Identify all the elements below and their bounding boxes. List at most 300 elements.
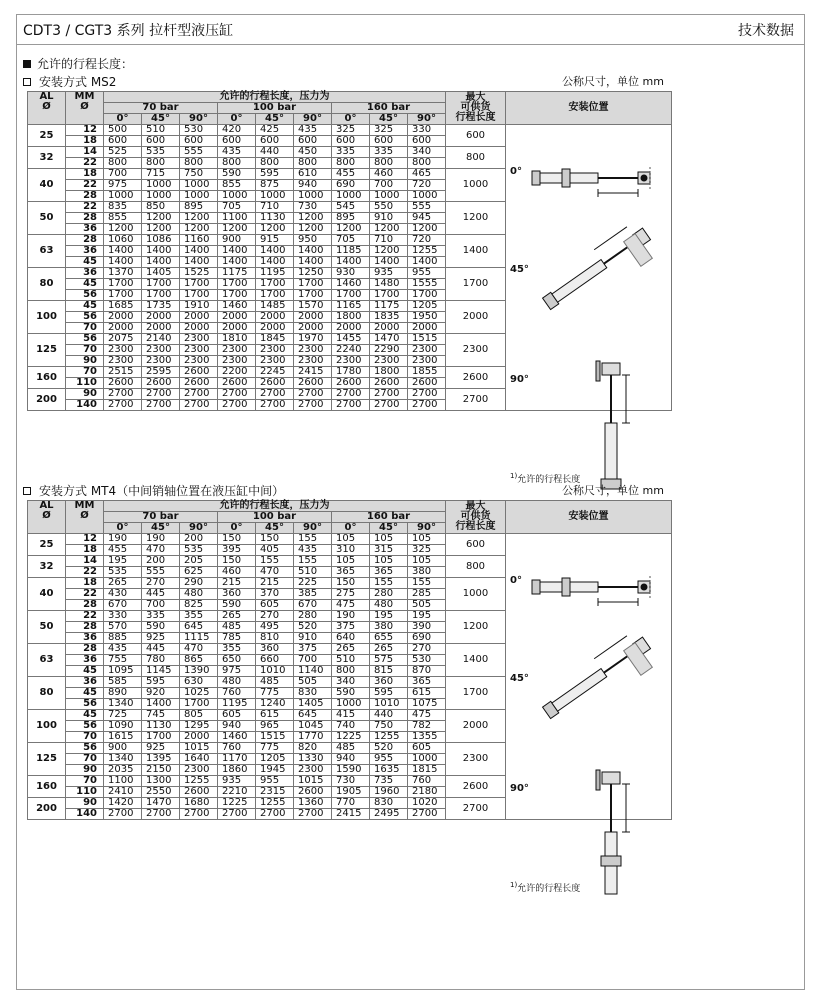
- pressure-header: 160 bar: [332, 103, 446, 114]
- angle-header: 90°: [294, 523, 332, 534]
- stroke-value-cell: 670: [104, 600, 142, 611]
- stroke-value-cell: 2550: [142, 787, 180, 798]
- stroke-value-cell: 435: [294, 545, 332, 556]
- page-category: 技术数据: [738, 22, 794, 39]
- stroke-value-cell: 1200: [408, 224, 446, 235]
- stroke-value-cell: 1770: [294, 732, 332, 743]
- stroke-value-cell: 760: [218, 743, 256, 754]
- stroke-value-cell: 2515: [104, 367, 142, 378]
- stroke-value-cell: 1000: [332, 699, 370, 710]
- stroke-value-cell: 2700: [294, 400, 332, 411]
- stroke-value-cell: 390: [408, 622, 446, 633]
- stroke-value-cell: 835: [104, 202, 142, 213]
- stroke-value-cell: 1400: [408, 257, 446, 268]
- stroke-value-cell: 1400: [294, 246, 332, 257]
- stroke-value-cell: 285: [408, 589, 446, 600]
- stroke-value-cell: 1515: [256, 732, 294, 743]
- mm-cell: 28: [66, 644, 104, 655]
- max-stroke-cell: 800: [446, 147, 506, 169]
- stroke-value-cell: 405: [256, 545, 294, 556]
- stroke-value-cell: 190: [142, 534, 180, 545]
- angle-header: 45°: [256, 523, 294, 534]
- stroke-value-cell: 520: [370, 743, 408, 754]
- stroke-value-cell: 935: [370, 268, 408, 279]
- stroke-value-cell: 850: [142, 202, 180, 213]
- stroke-value-cell: 225: [294, 578, 332, 589]
- stroke-value-cell: 1400: [180, 246, 218, 257]
- position-angle-label: 45°: [510, 673, 529, 684]
- stroke-value-cell: 645: [294, 710, 332, 721]
- stroke-value-cell: 2300: [218, 345, 256, 356]
- stroke-value-cell: 2700: [180, 809, 218, 820]
- stroke-value-cell: 2210: [218, 787, 256, 798]
- stroke-value-cell: 600: [218, 136, 256, 147]
- stroke-value-cell: 700: [104, 169, 142, 180]
- stroke-value-cell: 1115: [180, 633, 218, 644]
- stroke-value-cell: 465: [408, 169, 446, 180]
- unit-note-mt4: 公称尺寸，单位 mm: [562, 484, 664, 497]
- stroke-value-cell: 1700: [104, 279, 142, 290]
- stroke-value-cell: 485: [256, 677, 294, 688]
- stroke-value-cell: 1515: [408, 334, 446, 345]
- stroke-value-cell: 2600: [180, 367, 218, 378]
- mm-cell: 56: [66, 312, 104, 323]
- max-stroke-header-line: 可供货: [460, 102, 491, 113]
- horizontal-cylinder-drawing: [532, 576, 650, 606]
- stroke-value-cell: 1255: [408, 246, 446, 257]
- stroke-value-cell: 480: [180, 589, 218, 600]
- stroke-value-cell: 955: [370, 754, 408, 765]
- stroke-value-cell: 855: [104, 213, 142, 224]
- al-cell: 63: [28, 235, 66, 268]
- page-header: [17, 15, 804, 45]
- stroke-value-cell: 1860: [218, 765, 256, 776]
- stroke-value-cell: 2000: [408, 323, 446, 334]
- stroke-value-cell: 2700: [332, 400, 370, 411]
- stroke-value-cell: 1086: [142, 235, 180, 246]
- stroke-value-cell: 2595: [142, 367, 180, 378]
- max-stroke-header: [446, 501, 506, 534]
- al-cell: 63: [28, 644, 66, 677]
- stroke-value-cell: 830: [294, 688, 332, 699]
- stroke-value-cell: 1145: [142, 666, 180, 677]
- stroke-value-cell: 265: [218, 611, 256, 622]
- stroke-value-cell: 1400: [142, 699, 180, 710]
- stroke-value-cell: 475: [332, 600, 370, 611]
- position-angle-label: 0°: [510, 166, 522, 177]
- stroke-value-cell: 2035: [104, 765, 142, 776]
- max-stroke-header: [446, 92, 506, 125]
- stroke-value-cell: 585: [104, 677, 142, 688]
- angle-header: 90°: [180, 523, 218, 534]
- page-title: CDT3 / CGT3 系列 拉杆型液压缸: [23, 22, 234, 39]
- stroke-value-cell: 1360: [294, 798, 332, 809]
- stroke-value-cell: 575: [370, 655, 408, 666]
- stroke-value-cell: 455: [332, 169, 370, 180]
- stroke-value-cell: 1780: [332, 367, 370, 378]
- stroke-value-cell: 1200: [370, 224, 408, 235]
- stroke-value-cell: 1025: [180, 688, 218, 699]
- mm-cell: 110: [66, 378, 104, 389]
- mm-cell: 22: [66, 567, 104, 578]
- al-diameter-symbol: Ø: [42, 510, 51, 521]
- stroke-value-cell: 895: [180, 202, 218, 213]
- mm-cell: 45: [66, 279, 104, 290]
- stroke-value-cell: 1460: [218, 301, 256, 312]
- stroke-value-cell: 375: [294, 644, 332, 655]
- angle-header: 0°: [104, 523, 142, 534]
- stroke-value-cell: 1700: [104, 290, 142, 301]
- stroke-value-cell: 1700: [180, 699, 218, 710]
- mm-cell: 12: [66, 534, 104, 545]
- stroke-value-cell: 440: [370, 710, 408, 721]
- stroke-value-cell: 2700: [104, 389, 142, 400]
- stroke-value-cell: 520: [294, 622, 332, 633]
- stroke-value-cell: 535: [142, 147, 180, 158]
- stroke-value-cell: 890: [104, 688, 142, 699]
- mm-cell: 70: [66, 323, 104, 334]
- mm-cell: 45: [66, 710, 104, 721]
- position-angle-label: 90°: [510, 783, 529, 794]
- stroke-value-cell: 1010: [256, 666, 294, 677]
- stroke-value-cell: 280: [294, 611, 332, 622]
- stroke-value-cell: 2180: [408, 787, 446, 798]
- stroke-value-cell: 325: [408, 545, 446, 556]
- position-angle-label: 0°: [510, 575, 522, 586]
- stroke-value-cell: 150: [218, 534, 256, 545]
- stroke-value-cell: 1700: [142, 290, 180, 301]
- max-stroke-header-line: 最大: [465, 501, 486, 512]
- stroke-value-cell: 535: [180, 545, 218, 556]
- stroke-value-cell: 1400: [104, 246, 142, 257]
- stroke-value-cell: 735: [370, 776, 408, 787]
- stroke-value-cell: 1000: [180, 191, 218, 202]
- stroke-value-cell: 2700: [256, 400, 294, 411]
- stroke-value-cell: 1420: [104, 798, 142, 809]
- stroke-value-cell: 1400: [218, 257, 256, 268]
- stroke-value-cell: 600: [180, 136, 218, 147]
- stroke-value-cell: 1340: [104, 699, 142, 710]
- stroke-value-cell: 605: [408, 743, 446, 754]
- footnote-mark: 1): [510, 472, 518, 480]
- stroke-value-cell: 670: [294, 600, 332, 611]
- stroke-value-cell: 510: [332, 655, 370, 666]
- stroke-value-cell: 825: [180, 600, 218, 611]
- stroke-value-cell: 105: [408, 534, 446, 545]
- stroke-value-cell: 2000: [294, 323, 332, 334]
- stroke-value-cell: 720: [408, 235, 446, 246]
- stroke-value-cell: 1700: [370, 290, 408, 301]
- mm-cell: 45: [66, 301, 104, 312]
- open-square-icon: [23, 78, 31, 86]
- mm-cell: 56: [66, 699, 104, 710]
- stroke-value-cell: 1200: [142, 224, 180, 235]
- stroke-value-cell: 940: [332, 754, 370, 765]
- stroke-value-cell: 950: [294, 235, 332, 246]
- stroke-value-cell: 2700: [332, 389, 370, 400]
- stroke-value-cell: 730: [332, 776, 370, 787]
- mm-cell: 56: [66, 334, 104, 345]
- stroke-value-cell: 1195: [256, 268, 294, 279]
- al-cell: 160: [28, 367, 66, 389]
- stroke-value-cell: 1910: [180, 301, 218, 312]
- mm-cell: 90: [66, 765, 104, 776]
- stroke-value-cell: 1000: [408, 191, 446, 202]
- stroke-value-cell: 2700: [370, 400, 408, 411]
- stroke-value-cell: 1905: [332, 787, 370, 798]
- stroke-value-cell: 1570: [294, 301, 332, 312]
- stroke-value-cell: 340: [408, 147, 446, 158]
- al-cell: 160: [28, 776, 66, 798]
- al-header-label: AL: [39, 91, 54, 102]
- stroke-value-cell: 380: [408, 567, 446, 578]
- stroke-value-cell: 2600: [294, 378, 332, 389]
- mm-cell: 18: [66, 169, 104, 180]
- stroke-value-cell: 2300: [104, 356, 142, 367]
- stroke-value-cell: 1200: [142, 213, 180, 224]
- stroke-value-cell: 105: [408, 556, 446, 567]
- stroke-value-cell: 460: [370, 169, 408, 180]
- stroke-value-cell: 600: [370, 136, 408, 147]
- stroke-value-cell: 2700: [218, 389, 256, 400]
- stroke-value-cell: 365: [332, 567, 370, 578]
- stroke-value-cell: 1855: [408, 367, 446, 378]
- al-header: [28, 92, 66, 125]
- stroke-value-cell: 315: [370, 545, 408, 556]
- footnote: [510, 880, 580, 894]
- stroke-value-cell: 1100: [104, 776, 142, 787]
- stroke-value-cell: 1405: [294, 699, 332, 710]
- stroke-value-cell: 1200: [294, 213, 332, 224]
- stroke-value-cell: 2700: [104, 809, 142, 820]
- al-cell: 40: [28, 578, 66, 611]
- max-stroke-cell: 800: [446, 556, 506, 578]
- stroke-value-cell: 105: [332, 534, 370, 545]
- mm-cell: 36: [66, 246, 104, 257]
- stroke-value-cell: 1095: [104, 666, 142, 677]
- stroke-value-cell: 2600: [104, 378, 142, 389]
- mm-cell: 28: [66, 213, 104, 224]
- max-stroke-cell: 600: [446, 534, 506, 556]
- al-cell: 25: [28, 534, 66, 556]
- mm-cell: 28: [66, 235, 104, 246]
- max-stroke-cell: 2700: [446, 798, 506, 820]
- stroke-value-cell: 2600: [218, 378, 256, 389]
- stroke-value-cell: 2600: [370, 378, 408, 389]
- stroke-value-cell: 1400: [256, 257, 294, 268]
- stroke-value-cell: 1225: [332, 732, 370, 743]
- stroke-value-cell: 355: [218, 644, 256, 655]
- angle-header: 90°: [408, 523, 446, 534]
- stroke-value-cell: 1000: [142, 180, 180, 191]
- diagonal-cylinder-drawing: [537, 629, 651, 719]
- stroke-value-cell: 782: [408, 721, 446, 732]
- stroke-value-cell: 435: [218, 147, 256, 158]
- stroke-value-cell: 425: [256, 125, 294, 136]
- stroke-value-cell: 1400: [370, 257, 408, 268]
- stroke-value-cell: 2700: [218, 400, 256, 411]
- stroke-value-cell: 1000: [256, 191, 294, 202]
- stroke-value-cell: 940: [218, 721, 256, 732]
- stroke-value-cell: 1680: [180, 798, 218, 809]
- stroke-value-cell: 800: [370, 158, 408, 169]
- stroke-value-cell: 805: [180, 710, 218, 721]
- mm-cell: 18: [66, 578, 104, 589]
- al-cell: 50: [28, 611, 66, 644]
- stroke-value-cell: 750: [370, 721, 408, 732]
- stroke-value-cell: 215: [218, 578, 256, 589]
- mm-cell: 22: [66, 589, 104, 600]
- stroke-value-cell: 2700: [408, 389, 446, 400]
- stroke-value-cell: 800: [142, 158, 180, 169]
- stroke-value-cell: 900: [218, 235, 256, 246]
- stroke-value-cell: 1015: [294, 776, 332, 787]
- stroke-value-cell: 1635: [370, 765, 408, 776]
- stroke-value-cell: 1160: [180, 235, 218, 246]
- stroke-value-cell: 1200: [104, 224, 142, 235]
- diagonal-cylinder-drawing: [537, 220, 651, 310]
- stroke-value-cell: 1250: [294, 268, 332, 279]
- table-header: [28, 501, 672, 534]
- stroke-value-cell: 1400: [142, 246, 180, 257]
- stroke-value-cell: 200: [180, 534, 218, 545]
- stroke-value-cell: 380: [370, 622, 408, 633]
- stroke-value-cell: 1700: [294, 290, 332, 301]
- max-stroke-cell: 1000: [446, 169, 506, 202]
- stroke-value-cell: 725: [104, 710, 142, 721]
- stroke-value-cell: 455: [104, 545, 142, 556]
- pressure-header: 160 bar: [332, 512, 446, 523]
- stroke-value-cell: 2300: [408, 345, 446, 356]
- stroke-value-cell: 1555: [408, 279, 446, 290]
- stroke-value-cell: 485: [218, 622, 256, 633]
- stroke-value-cell: 660: [256, 655, 294, 666]
- stroke-value-cell: 1000: [332, 191, 370, 202]
- stroke-value-cell: 775: [256, 743, 294, 754]
- mm-diameter-symbol: Ø: [80, 101, 89, 112]
- stroke-value-cell: 275: [332, 589, 370, 600]
- al-cell: 40: [28, 169, 66, 202]
- stroke-value-cell: 2700: [256, 809, 294, 820]
- table-body: [28, 124, 672, 485]
- mm-cell: 45: [66, 257, 104, 268]
- max-stroke-cell: 600: [446, 125, 506, 147]
- stroke-value-cell: 760: [218, 688, 256, 699]
- stroke-value-cell: 365: [408, 677, 446, 688]
- page-frame: [16, 14, 805, 990]
- stroke-value-cell: 2300: [256, 356, 294, 367]
- stroke-value-cell: 1405: [142, 268, 180, 279]
- stroke-value-cell: 1950: [408, 312, 446, 323]
- stroke-value-cell: 870: [408, 666, 446, 677]
- stroke-value-cell: 690: [332, 180, 370, 191]
- stroke-value-cell: 2700: [408, 809, 446, 820]
- stroke-value-cell: 815: [370, 666, 408, 677]
- stroke-value-cell: 2000: [142, 323, 180, 334]
- angle-header: 45°: [142, 114, 180, 125]
- mm-header-label: MM: [74, 500, 95, 511]
- stroke-value-cell: 395: [218, 545, 256, 556]
- max-stroke-cell: 1400: [446, 235, 506, 268]
- angle-header: 45°: [370, 523, 408, 534]
- stroke-value-cell: 1255: [370, 732, 408, 743]
- stroke-table-mt4: [27, 500, 672, 894]
- stroke-value-cell: 1015: [180, 743, 218, 754]
- stroke-value-cell: 2410: [104, 787, 142, 798]
- mm-cell: 14: [66, 556, 104, 567]
- stroke-value-cell: 1140: [294, 666, 332, 677]
- stroke-value-cell: 1800: [332, 312, 370, 323]
- pressure-header: 70 bar: [104, 103, 218, 114]
- stroke-value-cell: 420: [218, 125, 256, 136]
- mm-diameter-symbol: Ø: [80, 510, 89, 521]
- stroke-value-cell: 910: [294, 633, 332, 644]
- stroke-value-cell: 500: [104, 125, 142, 136]
- max-stroke-cell: 2000: [446, 710, 506, 743]
- stroke-value-cell: 485: [332, 743, 370, 754]
- stroke-value-cell: 2300: [104, 345, 142, 356]
- stroke-value-cell: 2600: [256, 378, 294, 389]
- mm-cell: 36: [66, 633, 104, 644]
- stroke-value-cell: 1185: [332, 246, 370, 257]
- stroke-value-cell: 755: [104, 655, 142, 666]
- stroke-value-cell: 215: [256, 578, 294, 589]
- stroke-value-cell: 800: [104, 158, 142, 169]
- stroke-value-cell: 2700: [294, 809, 332, 820]
- stroke-value-cell: 975: [104, 180, 142, 191]
- stroke-value-cell: 630: [180, 677, 218, 688]
- stroke-value-cell: 1330: [294, 754, 332, 765]
- stroke-value-cell: 800: [332, 158, 370, 169]
- pressure-header: 70 bar: [104, 512, 218, 523]
- stroke-value-cell: 775: [256, 688, 294, 699]
- max-stroke-cell: 2000: [446, 301, 506, 334]
- stroke-value-cell: 2700: [142, 809, 180, 820]
- stroke-value-cell: 265: [370, 644, 408, 655]
- stroke-value-cell: 375: [332, 622, 370, 633]
- stroke-value-cell: 750: [180, 169, 218, 180]
- mm-cell: 14: [66, 147, 104, 158]
- stroke-value-cell: 265: [104, 578, 142, 589]
- stroke-value-cell: 2700: [218, 809, 256, 820]
- stroke-value-cell: 2415: [332, 809, 370, 820]
- stroke-value-cell: 915: [256, 235, 294, 246]
- stroke-value-cell: 570: [104, 622, 142, 633]
- stroke-value-cell: 1700: [180, 290, 218, 301]
- angle-header: 45°: [370, 114, 408, 125]
- stroke-value-cell: 1200: [332, 224, 370, 235]
- stroke-value-cell: 965: [256, 721, 294, 732]
- stroke-value-cell: 105: [370, 534, 408, 545]
- stroke-value-cell: 1810: [218, 334, 256, 345]
- stroke-value-cell: 1200: [370, 246, 408, 257]
- max-stroke-header-line: 最大: [465, 92, 486, 103]
- stroke-value-cell: 2600: [332, 378, 370, 389]
- stroke-value-cell: 610: [294, 169, 332, 180]
- stroke-value-cell: 325: [370, 125, 408, 136]
- mm-cell: 70: [66, 754, 104, 765]
- stroke-value-cell: 440: [256, 147, 294, 158]
- stroke-value-cell: 270: [142, 578, 180, 589]
- stroke-value-cell: 1400: [294, 257, 332, 268]
- stroke-value-cell: 2000: [142, 312, 180, 323]
- mm-cell: 56: [66, 743, 104, 754]
- stroke-value-cell: 2300: [218, 356, 256, 367]
- stroke-value-cell: 785: [218, 633, 256, 644]
- stroke-value-cell: 1170: [218, 754, 256, 765]
- mm-cell: 22: [66, 611, 104, 622]
- stroke-value-cell: 1175: [370, 301, 408, 312]
